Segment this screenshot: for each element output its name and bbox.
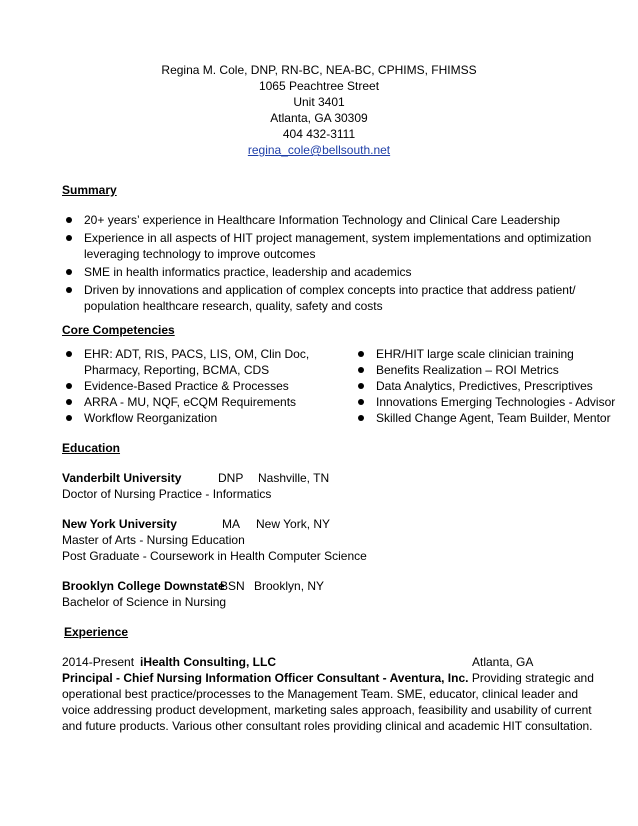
competencies-heading: Core Competencies xyxy=(62,323,175,337)
school-location: Brooklyn, NY xyxy=(254,579,325,593)
list-item: Innovations Emerging Technologies - Advisor xyxy=(354,394,615,410)
list-item: Evidence-Based Practice & Processes xyxy=(62,378,309,394)
degree-description: Doctor of Nursing Practice - Informatics xyxy=(62,487,272,501)
degree: BSN xyxy=(220,579,245,593)
address-city: Atlanta, GA 30309 xyxy=(270,111,368,125)
degree-description: Master of Arts - Nursing Education xyxy=(62,533,245,547)
address-street: 1065 Peachtree Street xyxy=(258,79,380,93)
resume-name: Regina M. Cole, DNP, RN-BC, NEA-BC, CPHIMS, FHIMSS xyxy=(161,63,477,77)
company-name: iHealth Consulting, LLC xyxy=(140,655,276,669)
list-item: Data Analytics, Predictives, Prescriptives xyxy=(354,378,615,394)
list-item: Benefits Realization – ROI Metrics xyxy=(354,362,615,378)
summary-heading: Summary xyxy=(62,183,117,197)
bullet-icon xyxy=(66,269,72,275)
bullet-icon xyxy=(66,287,72,293)
list-item: Skilled Change Agent, Team Builder, Mentor xyxy=(354,410,615,426)
list-item: Workflow Reorganization xyxy=(62,410,309,426)
degree: MA xyxy=(222,517,240,531)
bullet-icon xyxy=(66,383,72,389)
bullet-icon xyxy=(66,351,72,357)
bullet-icon xyxy=(66,217,72,223)
experience-heading: Experience xyxy=(64,625,129,639)
list-item: ARRA - MU, NQF, eCQM Requirements xyxy=(62,394,309,410)
school-name: Brooklyn College Downstate xyxy=(62,579,225,593)
bullet-icon xyxy=(358,383,364,389)
school-location: Nashville, TN xyxy=(258,471,330,485)
job-description-line: voice addressing product development, marketing sales approach, feasibility and usability of current xyxy=(62,703,592,717)
bullet-icon xyxy=(358,399,364,405)
school-name: Vanderbilt University xyxy=(62,471,182,485)
experience-period: 2014-Present xyxy=(62,655,135,669)
competencies-left-list xyxy=(62,346,309,426)
list-item: SME in health informatics practice, leadership and academics xyxy=(62,264,591,280)
list-item: Experience in all aspects of HIT project management, system implementations and optimization leveraging technology to improve outcomes xyxy=(62,230,591,262)
job-title-line xyxy=(62,670,594,686)
list-item: EHR: ADT, RIS, PACS, LIS, OM, Clin Doc, Pharmacy, Reporting, BCMA, CDS xyxy=(62,346,309,378)
bullet-icon xyxy=(358,351,364,357)
school-name: New York University xyxy=(62,517,177,531)
bullet-icon xyxy=(66,415,72,421)
summary-list xyxy=(62,212,591,314)
education-heading: Education xyxy=(62,441,121,455)
bullet-icon xyxy=(66,235,72,241)
degree-description: Bachelor of Science in Nursing xyxy=(62,595,227,609)
school-location: New York, NY xyxy=(256,517,331,531)
job-description-line: and future products. Various other consultant roles providing clinical and academic HIT consultation. xyxy=(62,719,593,733)
list-item: EHR/HIT large scale clinician training xyxy=(354,346,615,362)
job-title: Principal - Chief Nursing Information Officer Consultant - Aventura, Inc. xyxy=(62,671,469,685)
bullet-icon xyxy=(66,399,72,405)
bullet-icon xyxy=(358,415,364,421)
job-description-start: Providing strategic and xyxy=(471,671,594,685)
job-description-line: operational best practice/processes to the Management Team. SME, educator, clinical leader and xyxy=(62,687,579,701)
competencies-right-list xyxy=(354,346,615,426)
email-link[interactable]: regina_cole@bellsouth.net xyxy=(247,143,391,157)
address-unit: Unit 3401 xyxy=(293,95,345,109)
company-location: Atlanta, GA xyxy=(472,655,534,669)
degree: DNP xyxy=(218,471,244,485)
list-item: Driven by innovations and application of complex concepts into practice that address patient/ population healthcare research, quality, safety and costs xyxy=(62,282,591,314)
degree-description: Post Graduate - Coursework in Health Computer Science xyxy=(62,549,367,563)
bullet-icon xyxy=(358,367,364,373)
list-item: 20+ years’ experience in Healthcare Information Technology and Clinical Care Leadership xyxy=(62,212,591,228)
phone-number: 404 432-3111 xyxy=(282,127,356,141)
